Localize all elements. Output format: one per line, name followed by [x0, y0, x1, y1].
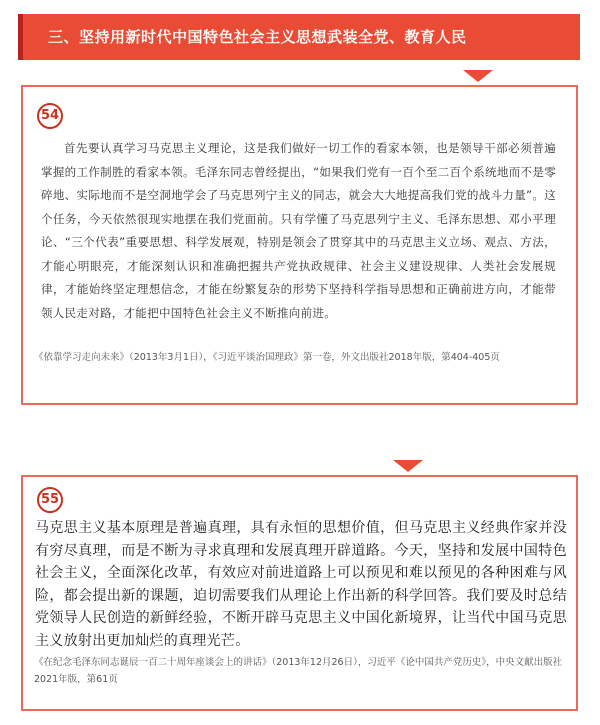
section-title: 三、坚持用新时代中国特色社会主义思想武装全党、教育人民 — [48, 28, 467, 46]
quote-body: 马克思主义基本原理是普遍真理，具有永恒的思想价值，但马克思主义经典作家并没有穷尽真理，而是不断为寻求真理和发展真理开辟道路。今天，坚持和发展中国特色社会主义，全面深化改革，有效应对前进道路上可以预见和难以预见的各种困难与风险，都会提出新的课题，迫切需要我们从理论上作出新的科学回答。我们要及时总结党领导人民创造的新鲜经验，不断开辟马克思主义中国化新境界，让当代中国马克思主义放射出更加灿烂的真理光芒。 — [35, 520, 567, 649]
down-arrow-icon — [393, 460, 423, 472]
quote-number-badge: 55 — [37, 487, 63, 513]
quote-card-54 — [21, 85, 578, 405]
quote-card-55 — [21, 475, 578, 711]
quote-number-badge: 54 — [37, 103, 63, 129]
quote-body: 首先要认真学习马克思主义理论，这是我们做好一切工作的看家本领，也是领导干部必须普遍掌握的工作制胜的看家本领。毛泽东同志曾经提出，“如果我们党有一百个至二百个系统地而不是零碎地、实际地而不是空洞地学会了马克思列宁主义的同志，就会大大地提高我们党的战斗力量”。这个任务，今天依然很现实地摆在我们党面前。只有学懂了马克思列宁主义、毛泽东思想、邓小平理论、“三个代表”重要思想、科学发展观，特别是领会了贯穿其中的马克思主义立场、观点、方法，才能心明眼亮，才能深刻认识和准确把握共产党执政规律、社会主义建设规律、人类社会发展规律，才能始终坚定理想信念，才能在纷繁复杂的形势下坚持科学指导思想和正确前进方向，才能带领人民走对路，才能把中国特色社会主义不断推向前进。 — [41, 141, 556, 320]
banner-accent-bar — [18, 14, 23, 60]
down-arrow-icon — [463, 70, 493, 82]
quote-source: 《在纪念毛泽东同志诞辰一百二十周年座谈会上的讲话》（2013年12月26日），习近平《论中国共产党历史》，中央文献出版社2021年版，第61页 — [34, 657, 563, 685]
quote-source: 《依靠学习走向未来》（2013年3月1日），《习近平谈治国理政》第一卷，外文出版社2018年版，第404-405页 — [34, 352, 500, 363]
